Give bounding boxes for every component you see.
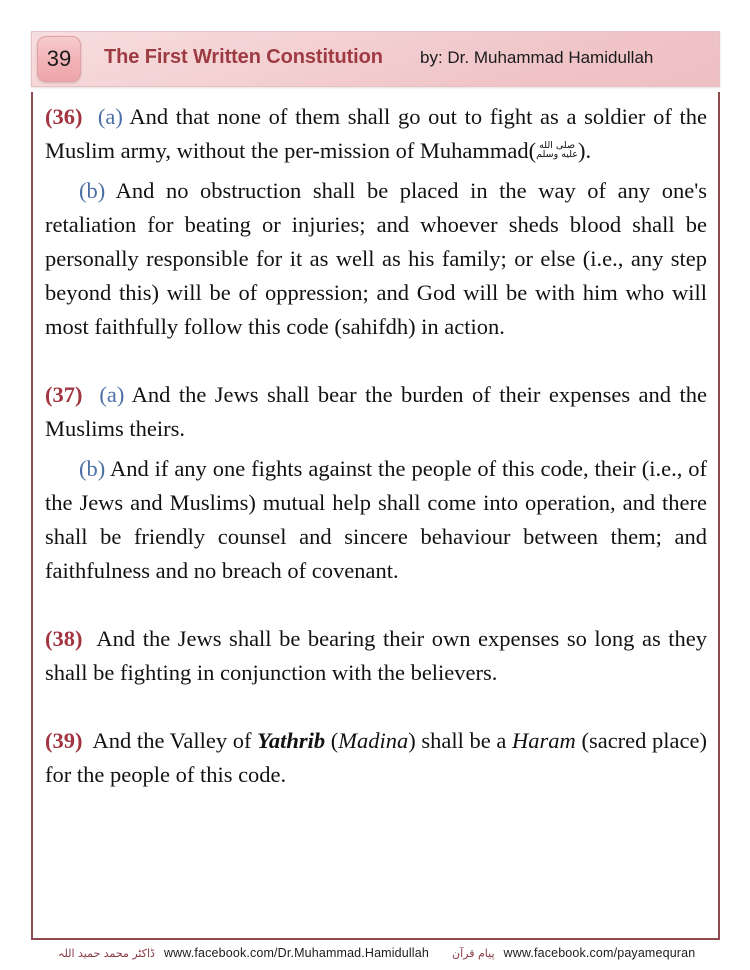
clause-36-b-label: (b)	[79, 178, 106, 203]
clause-39-term-yathrib: Yathrib	[257, 728, 326, 753]
clause-39-number: (39)	[45, 728, 83, 753]
clause-36-part-a	[45, 100, 707, 168]
clause-38	[45, 622, 707, 690]
page-number-value: 39	[46, 46, 72, 71]
clause-39	[45, 724, 707, 792]
spacer	[45, 690, 707, 724]
clause-36-a-text-tail: ).	[577, 138, 592, 163]
clause-36-part-b	[45, 174, 707, 344]
footer-credit-left	[58, 946, 429, 960]
footer-credit-right	[452, 946, 695, 960]
page-title: The First Written Constitution	[104, 46, 383, 68]
clause-39-seg-5: ) shall be a	[408, 728, 513, 753]
page-number-badge	[37, 36, 81, 82]
clause-38-number: (38)	[45, 626, 83, 651]
facebook-link-hamidullah[interactable]: www.facebook.com/Dr.Muhammad.Hamidullah	[163, 946, 429, 960]
clause-37-a-label: (a)	[99, 382, 125, 407]
clause-37-part-a	[45, 378, 707, 446]
clause-36-b-text: And no obstruction shall be placed in the way of any one's retaliation for beating or injuries; and whoever sheds blood shall be personally responsible for it as well as his family; or else (i.e., any step beyond this) will be of oppression; and God will be with him who will most faithfully follow this code (sahifdh) in action.	[45, 178, 707, 339]
clause-36-a-label: (a)	[97, 104, 123, 129]
clause-36-a-text: And that none of them shall go out to fight as a soldier of the Muslim army, without the per-mission of Muhammad(	[45, 104, 708, 163]
clause-37	[45, 378, 707, 588]
clause-39-seg-7: (sacred place) for the people of this code.	[45, 728, 707, 787]
honorific-line-1: صلى الله	[539, 140, 576, 151]
clause-39-term-haram: Haram	[512, 728, 576, 753]
clause-38-text: And the Jews shall be bearing their own expenses so long as they shall be fighting in conjunction with the believers.	[45, 626, 708, 685]
clause-37-part-b	[45, 452, 707, 588]
document-body	[45, 100, 707, 792]
clause-39-term-madina: Madina	[338, 728, 409, 753]
urdu-author-name: ڈاکٹر محمد حمید اللہ	[58, 946, 155, 960]
clause-37-number: (37)	[45, 382, 83, 407]
spacer	[45, 588, 707, 622]
urdu-payam-e-quran: پیام قرآن	[452, 946, 495, 960]
page-byline: by: Dr. Muhammad Hamidullah	[420, 48, 654, 67]
clause-39-seg-3: (	[325, 728, 339, 753]
clause-36	[45, 100, 707, 344]
page-footer	[0, 944, 750, 970]
facebook-link-payamequran[interactable]: www.facebook.com/payamequran	[503, 946, 696, 960]
clause-37-b-label: (b)	[79, 456, 106, 481]
clause-37-b-text: And if any one fights against the people of this code, their (i.e., of the Jews and Muslims) mutual help shall come into operation, and there shall be friendly counsel and sincere behaviour between them; and faithfulness and no breach of covenant.	[45, 456, 707, 583]
clause-38-text-block	[45, 622, 707, 690]
clause-36-number: (36)	[45, 104, 83, 129]
clause-39-seg-1: And the Valley of	[92, 728, 258, 753]
spacer	[45, 344, 707, 378]
honorific-sallallahu-icon	[536, 141, 578, 159]
honorific-line-2: عليه وسلم	[536, 149, 578, 160]
clause-37-a-text: And the Jews shall bear the burden of their expenses and the Muslims theirs.	[45, 382, 707, 441]
clause-39-text-block	[45, 724, 707, 792]
